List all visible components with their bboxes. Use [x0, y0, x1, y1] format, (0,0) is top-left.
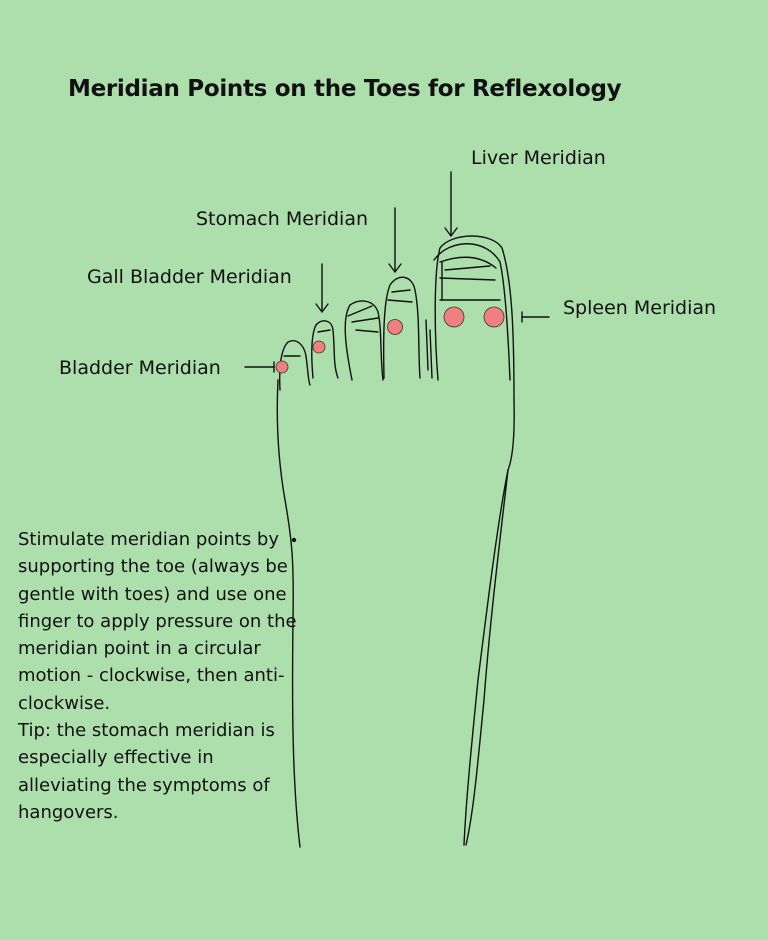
label-bladder-meridian: Bladder Meridian [59, 357, 221, 379]
point-spleen [484, 307, 504, 327]
point-liver [444, 307, 464, 327]
instructions-paragraph: Stimulate meridian points by supporting the toe (always be gentle with toes) and use one finger to apply pressure on the meridian point in a circular motion - clockwise, then anti-clockwise. [18, 529, 297, 714]
instructions-text [18, 526, 308, 826]
point-gall-bladder [313, 341, 325, 353]
tip-paragraph: Tip: the stomach meridian is especially effective in alleviating the symptoms of hangovers. [18, 720, 275, 823]
label-liver-meridian: Liver Meridian [471, 147, 606, 169]
point-bladder [276, 361, 288, 373]
label-spleen-meridian: Spleen Meridian [563, 297, 717, 319]
diagram-title: Meridian Points on the Toes for Reflexology [68, 76, 622, 102]
point-stomach [388, 320, 403, 335]
label-gall-bladder-meridian: Gall Bladder Meridian [87, 266, 292, 288]
label-stomach-meridian: Stomach Meridian [196, 208, 369, 230]
